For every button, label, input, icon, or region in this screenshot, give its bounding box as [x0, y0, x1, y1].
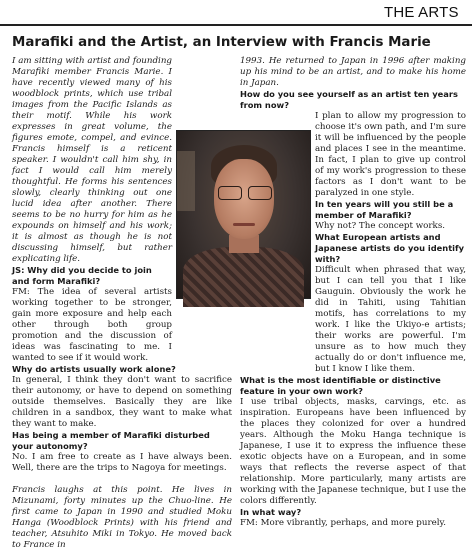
background-lamp-shape — [177, 151, 195, 211]
question: Why do artists usually work alone? — [12, 364, 176, 374]
answer-paragraph: I plan to allow my progression to choose it's own path, and I'm sure it will be influenced by the people and places I see in the meantime. In fact, I plan to give up control of my work's progression to these factors as I don't want to be paralyzed in one style. — [315, 111, 466, 198]
section-label: THE ARTS — [384, 4, 459, 21]
header-rule — [0, 24, 472, 26]
question: How do you see yourself as an artist ten years from now? — [240, 89, 458, 110]
intro-paragraph: 1993. He returned to Japan in 1996 after making up his mind to be an artist, and to make his home in Japan. — [240, 56, 466, 88]
intro-paragraph: I am sitting with artist and founding Marafiki member Francis Marie. I have recently viewed many of his woodblock prints, which use tribal images from the Pacific Islands as their motif. While his work expresses in great volume, the figures emote, compel, and evince. Francis himself is a reticent speaker. I wouldn't call him shy, in fact I would call him merely thoughtful. He forms his sentences slowly, clearly thinking out one lucid idea after another. There seems to be no hurry for him as he expounds on himself and his work; it is almost as though he is not discussing himself, but rather explicating life. — [12, 56, 172, 264]
question: Has being a member of Marafiki disturbed your autonomy? — [12, 430, 210, 451]
question: What is the most identifiable or distinctive feature in your own work? — [240, 375, 441, 396]
portrait-photo — [176, 130, 311, 299]
narrative-paragraph: Francis laughs at this point. He lives in Mizunami, forty minutes up the Chuo-line. He first came to Japan in 1990 and studied Moku Hanga (Woodblock Prints) with his friend and teacher, Atsuhito Miki in Tokyo. He moved back to France in — [12, 485, 232, 550]
question: JS: Why did you decide to join and form Marafiki? — [12, 265, 152, 286]
answer-paragraph: No. I am free to create as I have always been. Well, there are the trips to Nagoya for meetings. — [12, 452, 232, 473]
answer-paragraph: In general, I think they don't want to sacrifice their autonomy, or have to depend on something outside themselves. Basically they are like children in a sandbox, they want to make what they want to make. — [12, 375, 232, 429]
answer-paragraph: I use tribal objects, masks, carvings, etc. as inspiration. Europeans have been influenced by the places they colonized for over a hundred years. Although the Moku Hanga technique is Japanese, I use it to express the influence these exotic objects have on a European, and in some ways that reflects the reverse aspect of that relationship. More particularly, many artists are working with the Japanese technique, but I use the colors differently. — [240, 397, 466, 506]
article-title: Marafiki and the Artist, an Interview with Francis Marie — [12, 35, 431, 50]
sweater-shape — [183, 247, 304, 307]
glasses-shape — [217, 186, 273, 200]
question: In ten years will you still be a member of Marafiki? — [315, 199, 454, 220]
question: In what way? — [240, 507, 302, 517]
answer-paragraph: Difficult when phrased that way, but I can tell you that I like Gauguin. Obviously the work he did in Tahiti, using Tahitian motifs, has correlations to my work. I like the Ukiyo-e artists; their works are powerful. I'm unsure as to how much they actually do or don't influence me, but I know I like them. — [315, 265, 466, 374]
answer-paragraph: Why not? The concept works. — [315, 221, 446, 231]
question: What European artists and Japanese artists do you identify with? — [315, 232, 465, 264]
answer-paragraph: FM: More vibrantly, perhaps, and more purely. — [240, 518, 447, 528]
answer-paragraph: FM: The idea of several artists working together to be stronger, gain more exposure and help each other through both group promotion and the discussion of ideas was fascinating to me. I wanted to see if it would work. — [12, 287, 172, 363]
mouth-shape — [233, 223, 255, 226]
